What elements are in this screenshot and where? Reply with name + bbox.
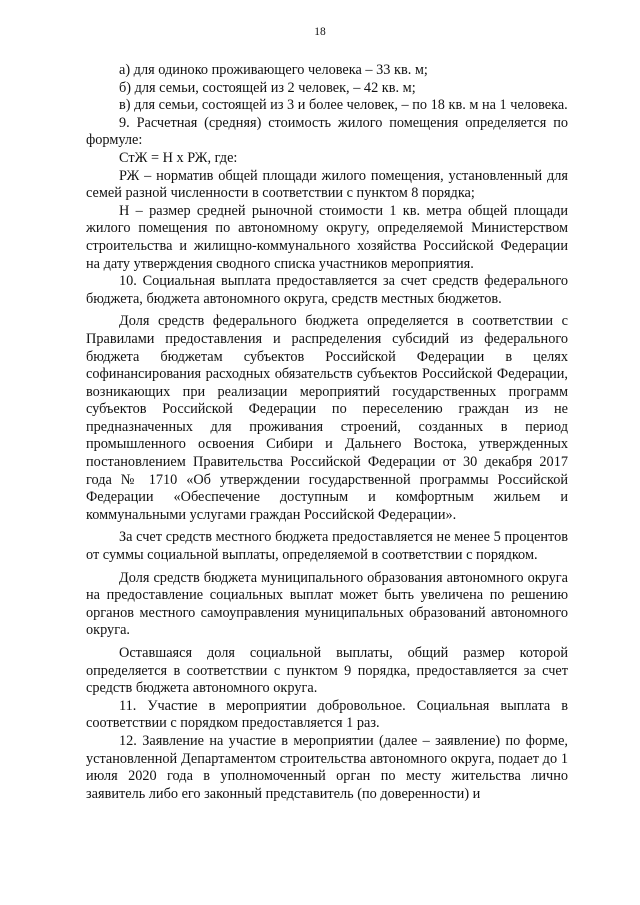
paragraph-federal-budget-share: Доля средств федерального бюджета определяется в соответствии с Правилами предоставления и распределения субсидий из федерального бюджета бюджетам субъектов Российской Федерации в целях софинансирования расходных обязательств субъектов Российской Федерации, возникающих при реализации мероприятий государственных программ субъектов Российской Федерации по переселению граждан из не предназначенных для проживания строений, созданных в период промышленного освоения Сибири и Дальнего Востока, утвержденных постановлением Правительства Российской Федерации от 30 декабря 2017 года № 1710 «Об утверждении государственной программы Российской Федерации «Обеспечение доступным и комфортным жильем и коммунальными услугами граждан Российской Федерации». [86, 313, 568, 523]
paragraph-remaining-share: Оставшаяся доля социальной выплаты, общий размер которой определяется в соответствии с пунктом 9 порядка, предоставляется за счет средств бюджета автономного округа. [86, 645, 568, 697]
paragraph-item-9: 9. Расчетная (средняя) стоимость жилого помещения определяется по формуле: [86, 114, 568, 149]
paragraph-item-11: 11. Участие в мероприятии добровольное. Социальная выплата в соответствии с порядком предоставляется 1 раз. [86, 697, 568, 732]
paragraph-n-definition: Н – размер средней рыночной стоимости 1 кв. метра общей площади жилого помещения по автономному округу, определяемой Министерством строительства и жилищно-коммунального хозяйства Российской Федерации на дату утверждения сводного списка участников мероприятия. [86, 202, 568, 272]
page-number: 18 [314, 26, 326, 38]
document-body [86, 62, 568, 803]
paragraph-item-10: 10. Социальная выплата предоставляется за счет средств федерального бюджета, бюджета автономного округа, средств местных бюджетов. [86, 273, 568, 307]
paragraph-rzh-definition: РЖ – норматив общей площади жилого помещения, установленный для семей разной численности в соответствии с пунктом 8 порядка; [86, 167, 568, 202]
paragraph-area-three-plus: в) для семьи, состоящей из 3 и более человек, – по 18 кв. м на 1 человека. [119, 97, 568, 114]
paragraph-area-two-persons: б) для семьи, состоящей из 2 человек, – 42 кв. м; [119, 79, 416, 96]
paragraph-area-single: а) для одиноко проживающего человека – 33 кв. м; [119, 62, 428, 78]
paragraph-municipal-budget-share: Доля средств бюджета муниципального образования автономного округа на предоставление социальных выплат может быть увеличена по решению органов местного самоуправления муниципальных образований автономного округа. [86, 569, 568, 639]
paragraph-local-budget-share: За счет средств местного бюджета предоставляется не менее 5 процентов от суммы социальной выплаты, определяемой в соответствии с порядком. [86, 529, 568, 564]
formula: СтЖ = Н х РЖ, где: [119, 149, 238, 166]
paragraph-item-12: 12. Заявление на участие в мероприятии (далее – заявление) по форме, установленной Департаментом строительства автономного округа, подает до 1 июля 2020 года в уполномоченный орган по месту жительства лично заявитель либо его законный представитель (по доверенности) и [86, 732, 568, 802]
